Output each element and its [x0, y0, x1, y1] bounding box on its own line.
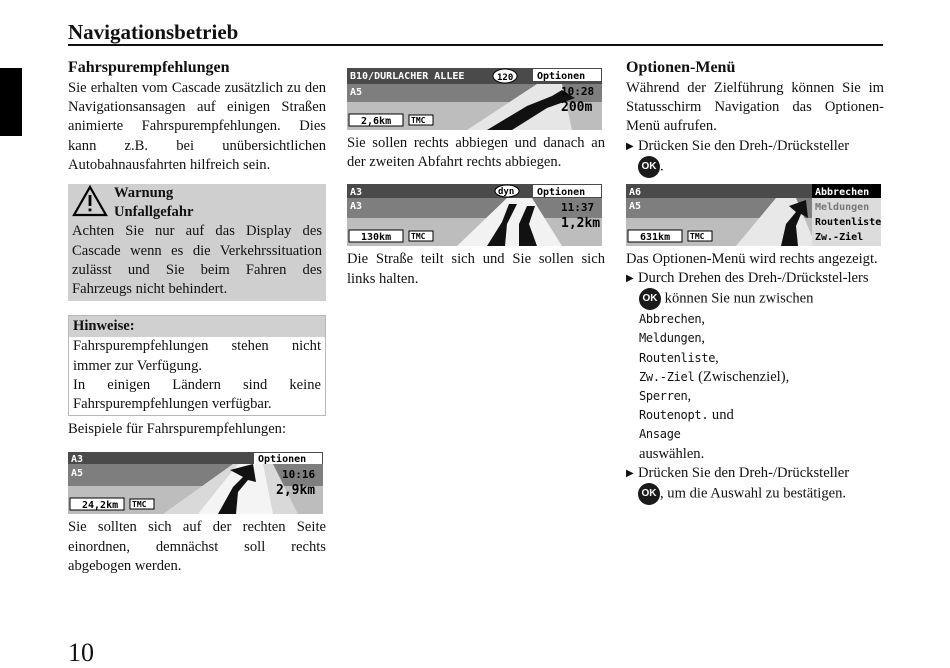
svg-text:A3: A3	[71, 454, 84, 466]
svg-text:Optionen: Optionen	[537, 187, 586, 199]
step-1: ▶ Drücken Sie den Dreh-/Drücksteller OK .	[626, 137, 884, 178]
svg-text:A3: A3	[350, 201, 363, 213]
menu-item-abbrechen: Abbrechen	[639, 312, 702, 327]
ok-button-icon: OK	[638, 156, 660, 178]
warning-title: Warnung	[114, 185, 174, 202]
page-title: Navigationsbetrieb	[68, 20, 883, 46]
svg-text:631km: 631km	[640, 231, 671, 243]
hints-box	[68, 315, 326, 416]
nav-display-keep-left	[347, 184, 602, 246]
screen-caption-1: Sie sollten sich auf der rechten Seite einordnen, demnächst soll rechts abgebogen werden.	[68, 519, 326, 574]
svg-text:A5: A5	[71, 468, 84, 480]
svg-text:B10/DURLACHER ALLEE: B10/DURLACHER ALLEE	[350, 71, 465, 82]
options-shown-text: Das Optionen-Menü wird rechts angezeigt.	[626, 250, 878, 267]
svg-text:A5: A5	[629, 200, 642, 212]
svg-text:130km: 130km	[361, 232, 392, 244]
svg-text:2,6km: 2,6km	[361, 116, 392, 127]
menu-items-list: OK können Sie nun zwischen Abbrechen, Meldungen, Routenliste, Zw.-Ziel (Zwischenziel), Sperren, Routenopt. und Ansage auswählen.	[639, 288, 884, 464]
svg-text:Zw.-Ziel: Zw.-Ziel	[815, 231, 864, 243]
page-number: 10	[68, 638, 94, 667]
warning-box	[68, 184, 326, 301]
column-left	[68, 58, 326, 576]
step-3: ▶ Drücken Sie den Dreh-/Drücksteller OK , um die Auswahl zu bestätigen.	[626, 464, 884, 505]
menu-item-zwischenziel: Zw.-Ziel	[639, 369, 695, 384]
menu-item-meldungen: Meldungen	[639, 331, 702, 346]
bullet-triangle-icon: ▶	[626, 467, 634, 479]
svg-text:TMC: TMC	[411, 116, 426, 125]
svg-text:120: 120	[497, 73, 514, 83]
warning-text: Achten Sie nur auf das Display des Cascade wenn es die Verkehrssituation zulässt und Sie beim Fahren des Fahrzeugs nicht behindert.	[72, 223, 322, 298]
bullet-triangle-icon: ▶	[626, 273, 634, 285]
svg-text:200m: 200m	[561, 100, 593, 115]
warning-triangle-icon	[72, 184, 108, 218]
svg-text:Optionen: Optionen	[537, 71, 586, 82]
nav-display-lane-right	[68, 452, 323, 514]
heading-fahrspurempfehlungen: Fahrspurempfehlungen	[68, 59, 230, 76]
hint-line-1: Fahrspurempfehlungen stehen nicht immer zur Verfügung.	[73, 338, 321, 374]
ok-button-icon: OK	[639, 288, 661, 310]
options-intro: Während der Zielführung können Sie im Statusschirm Navigation das Optionen-Menü aufrufen.	[626, 80, 884, 135]
svg-text:2,9km: 2,9km	[276, 483, 316, 499]
chapter-tab-marker	[0, 68, 22, 136]
svg-text:A3: A3	[350, 187, 363, 199]
bullet-triangle-icon: ▶	[626, 140, 634, 152]
column-right	[626, 58, 884, 505]
warning-subtitle: Unfallgefahr	[114, 204, 194, 221]
svg-text:Abbrechen: Abbrechen	[815, 186, 870, 198]
column-middle	[347, 58, 605, 289]
step-2: ▶ Durch Drehen des Dreh-/Drückstel-lers	[626, 269, 884, 288]
intro-paragraph: Sie erhalten vom Cascade zusätzlich zu den Navigationsansagen auf einigen Straßen animierte Fahrspurempfehlungen. Dies kann z.B. bei unübersichtlichen Autobahnausfahrten hilfreich sein.	[68, 80, 326, 173]
menu-item-routenopt: Routenopt.	[639, 408, 709, 423]
svg-text:24,2km: 24,2km	[82, 500, 119, 512]
examples-label: Beispiele für Fahrspurempfehlungen:	[68, 421, 287, 438]
hints-title: Hinweise:	[69, 316, 325, 337]
svg-text:TMC: TMC	[132, 500, 147, 510]
nav-display-turn-right	[347, 68, 602, 130]
screen-caption-3: Die Straße teilt sich und Sie sollen sich links halten.	[347, 251, 605, 287]
svg-text:Optionen: Optionen	[258, 454, 307, 466]
svg-text:TMC: TMC	[411, 232, 426, 242]
svg-text:Routenliste: Routenliste	[815, 216, 881, 228]
ok-button-icon: OK	[638, 483, 660, 505]
svg-text:Meldungen: Meldungen	[815, 201, 870, 213]
svg-text:dyn: dyn	[498, 187, 515, 198]
hint-line-2: In einigen Ländern sind keine Fahrspurempfehlungen verfügbar.	[73, 376, 321, 413]
menu-item-sperren: Sperren	[639, 389, 688, 404]
svg-text:1,2km: 1,2km	[561, 216, 601, 232]
nav-display-options-menu	[626, 184, 881, 246]
svg-text:10:16: 10:16	[282, 468, 316, 482]
svg-text:10:28: 10:28	[561, 85, 595, 98]
svg-text:A6: A6	[629, 186, 642, 198]
svg-text:11:37: 11:37	[561, 201, 595, 215]
svg-text:TMC: TMC	[690, 231, 705, 241]
screen-caption-2: Sie sollen rechts abbiegen und danach an der zweiten Abfahrt rechts abbiegen.	[347, 135, 605, 171]
menu-item-routenliste: Routenliste	[639, 350, 716, 365]
svg-text:A5: A5	[350, 87, 363, 98]
heading-optionen-menue: Optionen-Menü	[626, 59, 736, 76]
menu-item-ansage: Ansage	[639, 427, 681, 442]
